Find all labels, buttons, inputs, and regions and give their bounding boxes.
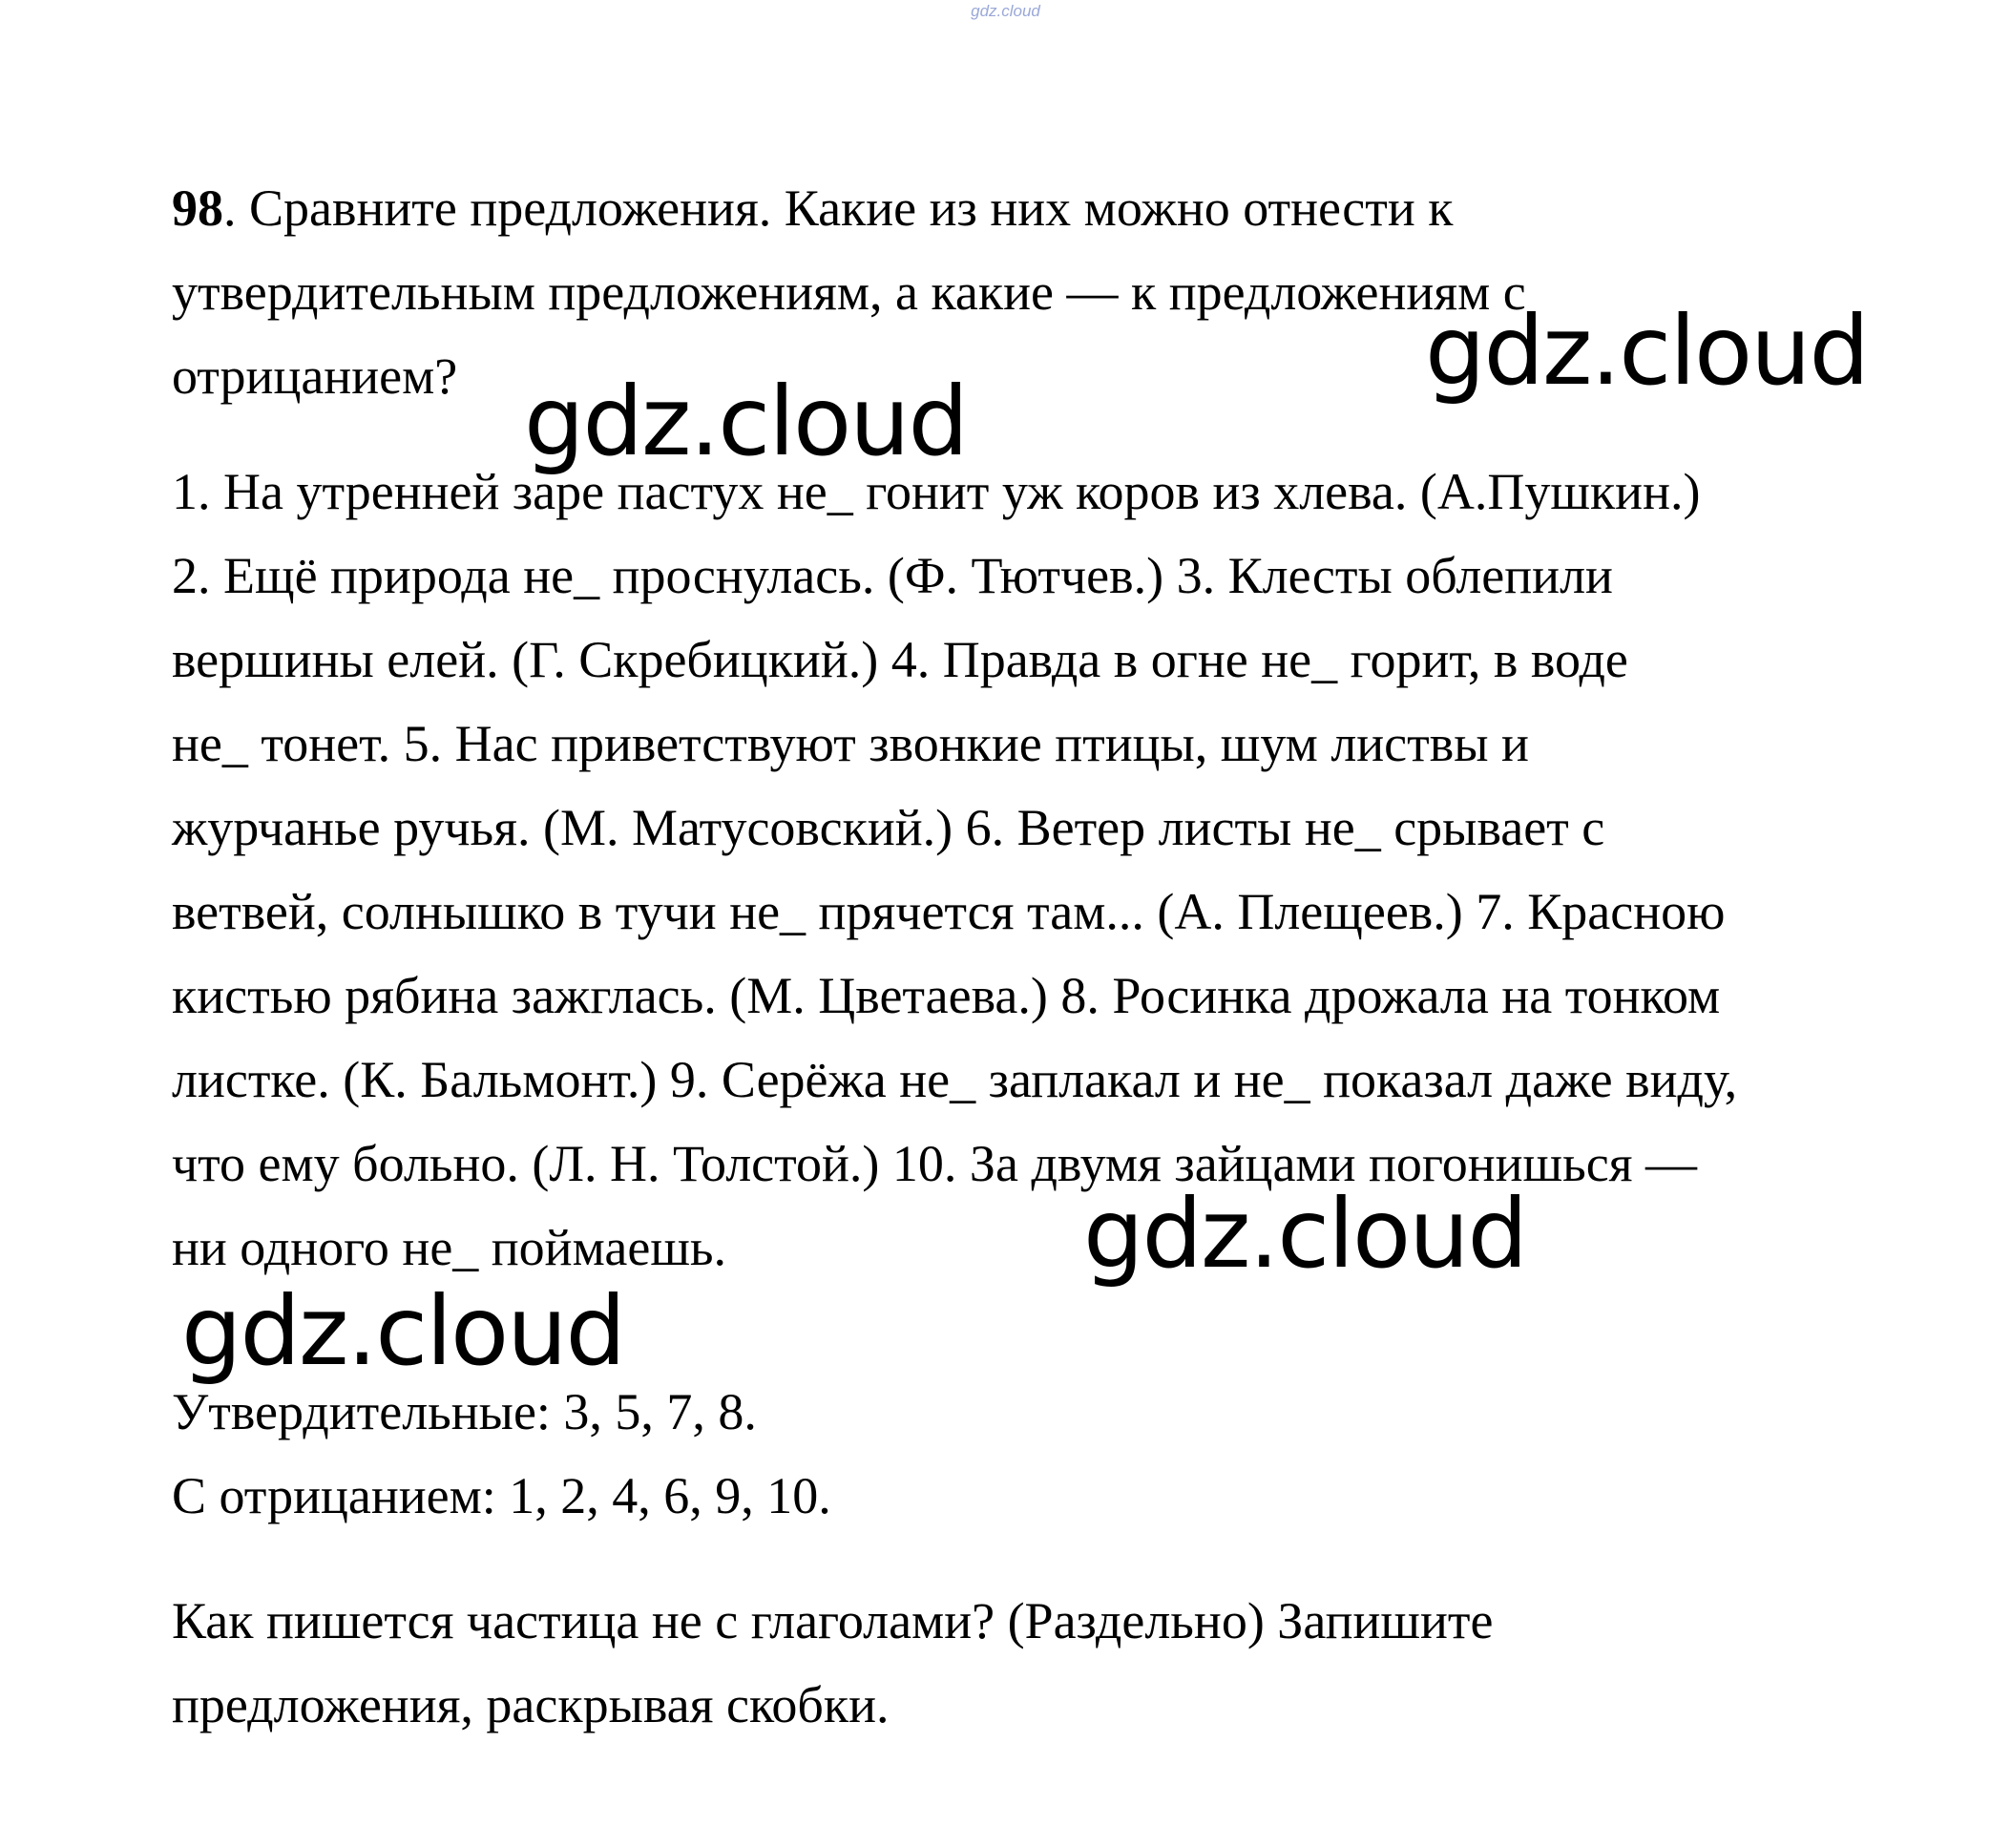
answers-block [172, 1370, 1890, 1538]
sentences-line: не_ тонет. 5. Нас приветствуют звонкие птицы, шум листвы и [172, 715, 1529, 772]
watermark-logo: gdz.cloud [1425, 295, 1869, 407]
sentences-paragraph [172, 450, 1890, 1290]
watermark-logo: gdz.cloud [181, 1275, 625, 1387]
sentences-line: 1. На утренней заре пастух не_ гонит уж коров из хлева. (А.Пушкин.) [172, 463, 1701, 520]
sentences-line: что ему больно. (Л. Н. Толстой.) 10. За двумя зайцами погонишься — [172, 1135, 1698, 1192]
sentences-line: журчанье ручья. (М. Матусовский.) 6. Ветер листы не_ срывает с [172, 799, 1605, 856]
sentences-line: листке. (К. Бальмонт.) 9. Серёжа не_ заплакал и не_ показал даже виду, [172, 1051, 1738, 1108]
sentences-line: 2. Ещё природа не_ проснулась. (Ф. Тютчев.) 3. Клесты облепили [172, 547, 1613, 604]
task-intro-line-3: отрицанием? [172, 347, 458, 405]
follow-up-line-1: Как пишется частица не с глаголами? (Раздельно) Запишите [172, 1592, 1494, 1649]
follow-up-task [172, 1579, 1890, 1747]
task-intro-line-2: утвердительным предложениям, а какие — к предложениям с [172, 263, 1526, 321]
top-watermark: gdz.cloud [971, 2, 1040, 20]
watermark-logo: gdz.cloud [1083, 1178, 1527, 1290]
sentences-line: ветвей, солнышко в тучи не_ прячется там... (А. Плещеев.) 7. Красною [172, 883, 1726, 940]
affirmative-answer: Утвердительные: 3, 5, 7, 8. [172, 1383, 757, 1440]
follow-up-line-2: предложения, раскрывая скобки. [172, 1676, 890, 1733]
sentences-line: ни одного не_ поймаешь. [172, 1219, 727, 1276]
negative-answer: С отрицанием: 1, 2, 4, 6, 9, 10. [172, 1467, 831, 1524]
sentences-line: вершины елей. (Г. Скребицкий.) 4. Правда в огне не_ горит, в воде [172, 631, 1628, 688]
sentences-line: кистью рябина зажглась. (М. Цветаева.) 8. Росинка дрожала на тонком [172, 967, 1721, 1024]
exercise-number: 98 [172, 179, 223, 237]
task-intro-line-1: 98. Сравните предложения. Какие из них можно отнести к [172, 179, 1454, 237]
watermark-logo: gdz.cloud [524, 366, 968, 477]
